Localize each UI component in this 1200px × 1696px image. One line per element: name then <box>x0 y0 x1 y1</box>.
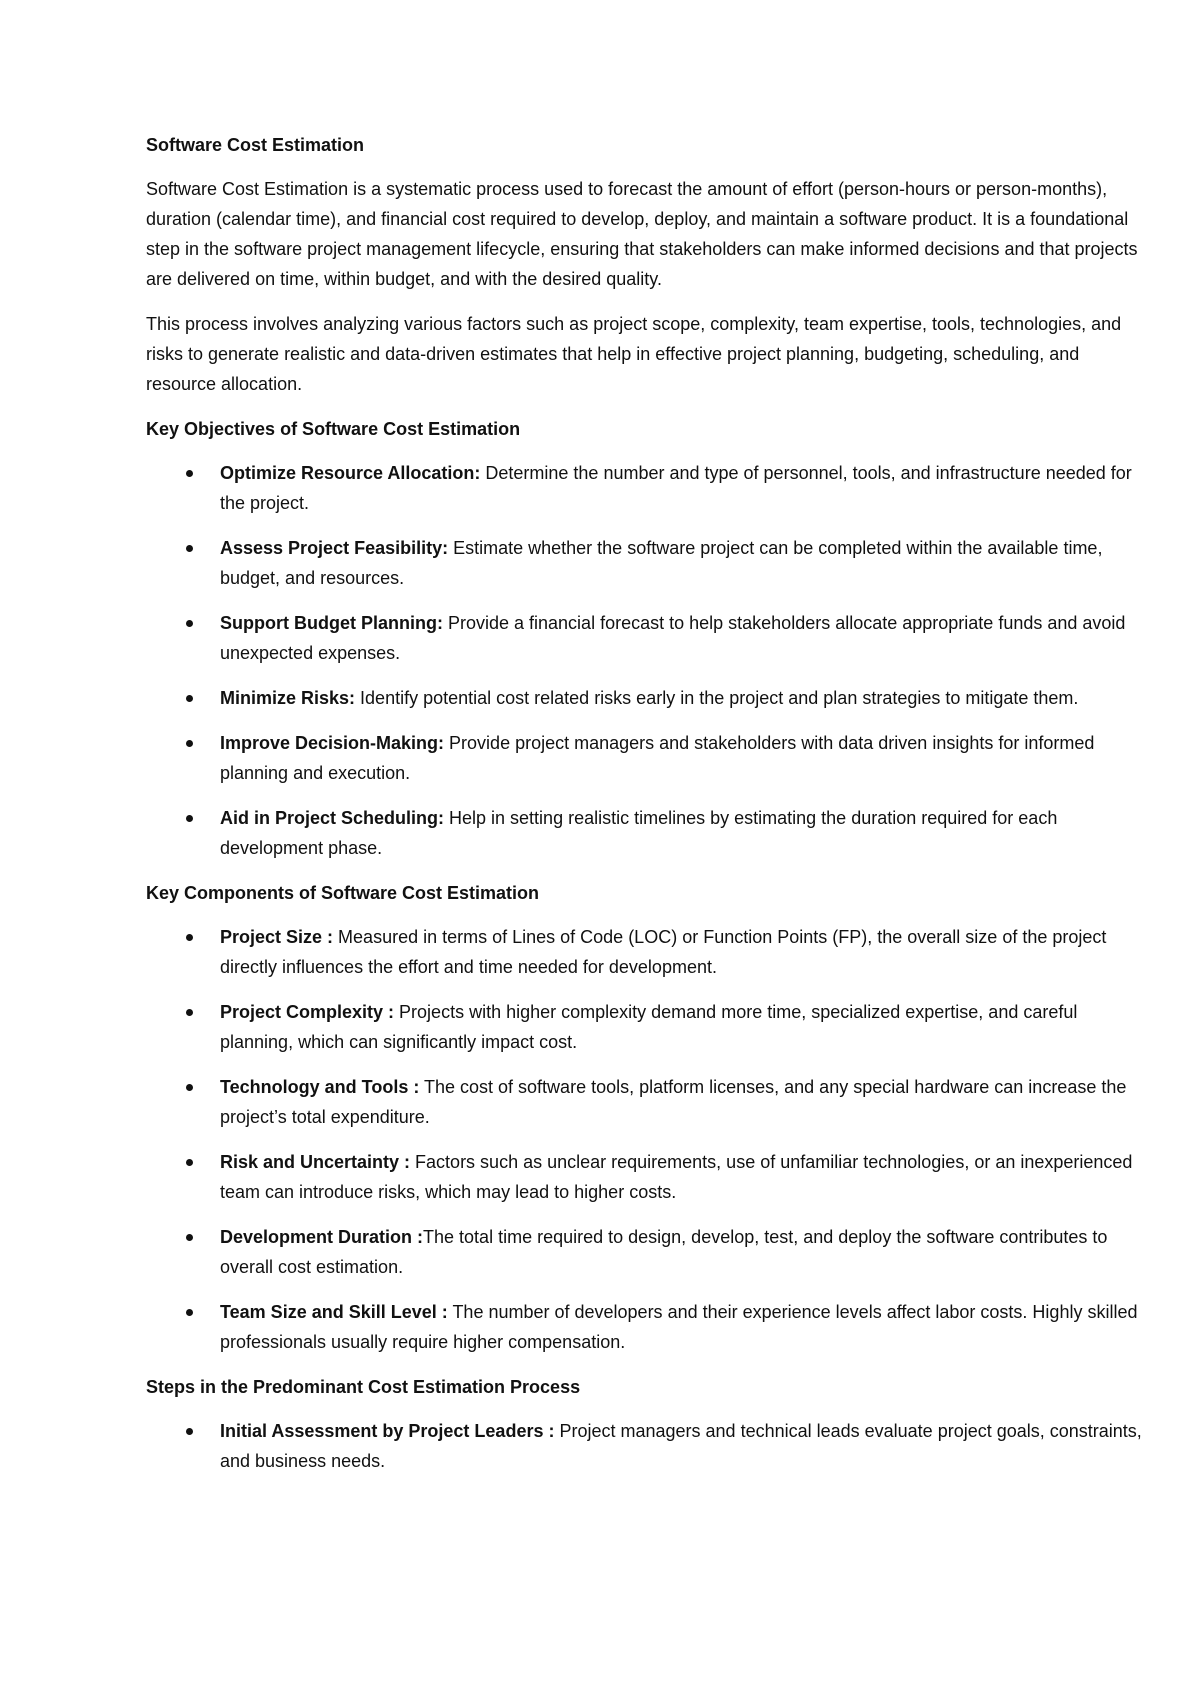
item-term: Initial Assessment by Project Leaders : <box>220 1421 555 1441</box>
document-page <box>146 130 1146 1491</box>
bullet-icon <box>186 1309 193 1316</box>
item-term: Technology and Tools : <box>220 1077 420 1097</box>
item-text: Projects with higher complexity demand more time, specialized expertise, and careful planning, which can significantly impact cost. <box>220 1002 1078 1052</box>
list-item <box>146 997 1146 1057</box>
list-item <box>146 683 1146 713</box>
item-text: Factors such as unclear requirements, use of unfamiliar technologies, or an inexperienced team can introduce risks, which may lead to higher costs. <box>220 1152 1133 1202</box>
item-term: Assess Project Feasibility: <box>220 538 449 558</box>
item-text: Project managers and technical leads evaluate project goals, constraints, and business needs. <box>220 1421 1142 1471</box>
bullet-icon <box>186 1428 193 1435</box>
document-title: Software Cost Estimation <box>146 135 365 155</box>
list-item <box>146 922 1146 982</box>
bullet-icon <box>186 1234 193 1241</box>
item-term: Improve Decision-Making: <box>220 733 445 753</box>
list-item <box>146 608 1146 668</box>
section-heading: Steps in the Predominant Cost Estimation Process <box>146 1377 581 1397</box>
bullet-icon <box>186 695 193 702</box>
item-text: Measured in terms of Lines of Code (LOC) or Function Points (FP), the overall size of the project directly influences the effort and time needed for development. <box>220 927 1107 977</box>
item-text: The cost of software tools, platform licenses, and any special hardware can increase the project’s total expenditure. <box>220 1077 1127 1127</box>
item-term: Support Budget Planning: <box>220 613 443 633</box>
section-heading: Key Objectives of Software Cost Estimation <box>146 419 521 439</box>
bullet-icon <box>186 1159 193 1166</box>
bullet-icon <box>186 1084 193 1091</box>
bullet-icon <box>186 815 193 822</box>
item-term: Aid in Project Scheduling: <box>220 808 445 828</box>
item-text: Identify potential cost related risks early in the project and plan strategies to mitigate them. <box>355 688 1079 708</box>
components-list <box>146 922 1146 1357</box>
item-term: Team Size and Skill Level : <box>220 1302 448 1322</box>
bullet-icon <box>186 740 193 747</box>
list-item <box>146 1072 1146 1132</box>
objectives-list <box>146 458 1146 863</box>
list-item <box>146 458 1146 518</box>
list-item <box>146 803 1146 863</box>
list-item <box>146 1416 1146 1476</box>
bullet-icon <box>186 545 193 552</box>
item-term: Minimize Risks: <box>220 688 356 708</box>
bullet-icon <box>186 934 193 941</box>
section-heading: Key Components of Software Cost Estimation <box>146 883 540 903</box>
steps-list <box>146 1416 1146 1476</box>
item-text: Help in setting realistic timelines by estimating the duration required for each development phase. <box>220 808 1058 858</box>
intro-paragraph: Software Cost Estimation is a systematic process used to forecast the amount of effort (person-hours or person-months), duration (calendar time), and financial cost required to develop, deploy, and maintain a software product. It is a foundational step in the software project management lifecycle, ensuring that stakeholders can make informed decisions and that projects are delivered on time, within budget, and with the desired quality. <box>146 179 1138 289</box>
item-text: Estimate whether the software project can be completed within the available time, budget, and resources. <box>220 538 1103 588</box>
item-term: Project Size : <box>220 927 334 947</box>
item-text: The number of developers and their experience levels affect labor costs. Highly skilled professionals usually require higher compensation. <box>220 1302 1138 1352</box>
list-item <box>146 728 1146 788</box>
intro-paragraph: This process involves analyzing various factors such as project scope, complexity, team expertise, tools, technologies, and risks to generate realistic and data-driven estimates that help in effective project planning, budgeting, scheduling, and resource allocation. <box>146 314 1122 394</box>
item-text: Determine the number and type of personnel, tools, and infrastructure needed for the project. <box>220 463 1132 513</box>
item-term: Development Duration : <box>220 1227 424 1247</box>
item-term: Optimize Resource Allocation: <box>220 463 481 483</box>
item-term: Project Complexity : <box>220 1002 395 1022</box>
bullet-icon <box>186 470 193 477</box>
list-item <box>146 533 1146 593</box>
list-item <box>146 1147 1146 1207</box>
item-text: Provide project managers and stakeholders with data driven insights for informed planning and execution. <box>220 733 1095 783</box>
bullet-icon <box>186 1009 193 1016</box>
item-text: Provide a financial forecast to help stakeholders allocate appropriate funds and avoid unexpected expenses. <box>220 613 1126 663</box>
item-text: The total time required to design, develop, test, and deploy the software contributes to overall cost estimation. <box>220 1227 1108 1277</box>
list-item <box>146 1297 1146 1357</box>
bullet-icon <box>186 620 193 627</box>
list-item <box>146 1222 1146 1282</box>
item-term: Risk and Uncertainty : <box>220 1152 411 1172</box>
